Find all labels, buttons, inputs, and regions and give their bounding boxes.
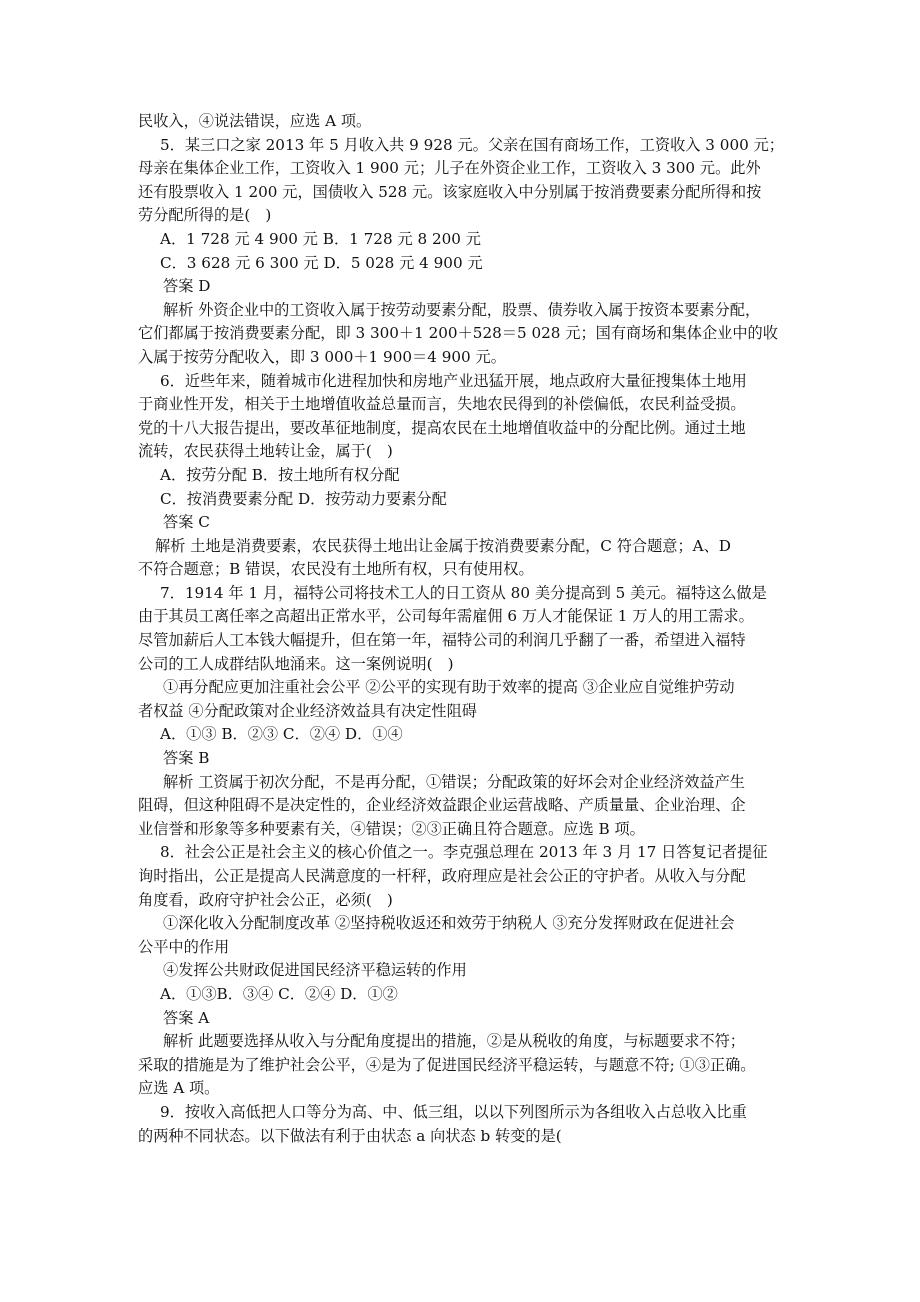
text-line: 解析 此题要选择从收入与分配角度提出的措施，②是从税收的角度，与标题要求不符； <box>163 1032 745 1051</box>
text-line: 由于其员工离任率之高超出正常水平，公司每年需雇佣 6 万人才能保证 1 万人的用工需求。 <box>138 607 754 626</box>
text-line: 者权益 ④分配政策对企业经济效益具有决定性阻碍 <box>138 701 477 720</box>
text-line: 公平中的作用 <box>138 937 230 956</box>
text-line: ①深化收入分配制度改革 ②坚持税收返还和效劳于纳税人 ③充分发挥财政在促进社会 <box>163 914 735 933</box>
text-line: 民收入，④说法错误，应选 A 项。 <box>138 112 372 130</box>
text-line: 公司的工人成群结队地涌来。这一案例说明( ) <box>138 654 454 673</box>
text-line: 还有股票收入 1 200 元，国债收入 528 元。该家庭收入中分别属于按消费要素分配所得和按 <box>138 182 762 201</box>
text-line: 角度看，政府守护社会公正，必须( ) <box>138 890 393 909</box>
text-line: A．1 728 元 4 900 元 B．1 728 元 8 200 元 <box>160 229 481 248</box>
text-line: 的两种不同状态。以下做法有利于由状态 a 向状态 b 转变的是( <box>138 1126 562 1145</box>
text-line: 应选 A 项。 <box>138 1079 220 1098</box>
text-line: 尽管加薪后人工本钱大幅提升，但在第一年，福特公司的利润几乎翻了一番，希望进入福特 <box>138 631 746 650</box>
text-line: 它们都属于按消费要素分配，即 3 300＋1 200＋528＝5 028 元；国有商场和集体企业中的收 <box>138 324 778 343</box>
text-line: 劳分配所得的是( ) <box>138 206 272 225</box>
text-line: 6．近些年来，随着城市化进程加快和房地产业迅猛开展，地点政府大量征搜集体土地用 <box>160 371 747 390</box>
text-line: 入属于按劳分配收入，即 3 000＋1 900＝4 900 元。 <box>138 347 506 366</box>
text-line: 业信誉和形象等多种要素有关，④错误；②③正确且符合题意。应选 B 项。 <box>138 819 645 838</box>
text-line: 解析 外资企业中的工资收入属于按劳动要素分配，股票、债券收入属于按资本要素分配， <box>163 300 761 319</box>
text-line: A．按劳分配 B．按土地所有权分配 <box>160 465 400 484</box>
text-line: 解析 工资属于初次分配，不是再分配，①错误；分配政策的好坏会对企业经济效益产生 <box>163 772 745 791</box>
text-line: ④发挥公共财政促进国民经济平稳运转的作用 <box>163 961 467 980</box>
text-line: 解析 土地是消费要素，农民获得土地出让金属于按消费要素分配，C 符合题意；A、D <box>155 536 731 555</box>
text-line: 母亲在集体企业工作，工资收入 1 900 元；儿子在外资企业工作，工资收入 3 300 元。此外 <box>138 159 761 178</box>
text-line: A．①③ B．②③ C．②④ D．①④ <box>160 725 403 744</box>
text-line: 7．1914 年 1 月，福特公司将技术工人的日工资从 80 美分提高到 5 美元。福特这么做是 <box>160 583 767 602</box>
text-line: C．3 628 元 6 300 元 D．5 028 元 4 900 元 <box>160 253 483 272</box>
text-line: C．按消费要素分配 D．按劳动力要素分配 <box>160 489 447 508</box>
text-line: 9．按收入高低把人口等分为高、中、低三组，以以下列图所示为各组收入占总收入比重 <box>160 1102 747 1121</box>
text-line: 答案 C <box>163 513 210 532</box>
text-line: 答案 D <box>163 277 211 296</box>
text-line: 于商业性开发，相关于土地增值收益总量而言，失地农民得到的补偿偏低，农民利益受损。 <box>138 395 746 414</box>
text-line: 5．某三口之家 2013 年 5 月收入共 9 928 元。父亲在国有商场工作，工资收入 3 000 元； <box>160 135 784 154</box>
text-line: 询时指出，公正是提高人民满意度的一杆秤，政府理应是社会公正的守护者。从收入与分配 <box>138 867 746 885</box>
text-line: 采取的措施是为了维护社会公平，④是为了促进国民经济平稳运转，与题意不符; ①③正确。 <box>138 1055 756 1074</box>
text-line: 不符合题意；B 错误，农民没有土地所有权，只有使用权。 <box>138 560 534 579</box>
text-line: 答案 B <box>163 749 210 768</box>
document-body <box>138 110 793 1148</box>
text-line: 党的十八大报告提出，要改革征地制度，提高农民在土地增值收益中的分配比例。通过土地 <box>138 418 746 437</box>
text-line: 答案 A <box>163 1008 210 1027</box>
text-line: 8．社会公正是社会主义的核心价值之一。李克强总理在 2013 年 3 月 17 日答复记者提征 <box>160 843 768 862</box>
text-line: ①再分配应更加注重社会公平 ②公平的实现有助于效率的提高 ③企业应自觉维护劳动 <box>163 678 735 697</box>
text-line: 流转，农民获得土地转让金，属于( ) <box>138 442 393 461</box>
text-line: 阻碍，但这种阻碍不是决定性的，企业经济效益跟企业运营战略、产质量量、企业治理、企 <box>138 796 746 815</box>
text-line: A．①③B．③④ C．②④ D．①② <box>160 984 398 1003</box>
